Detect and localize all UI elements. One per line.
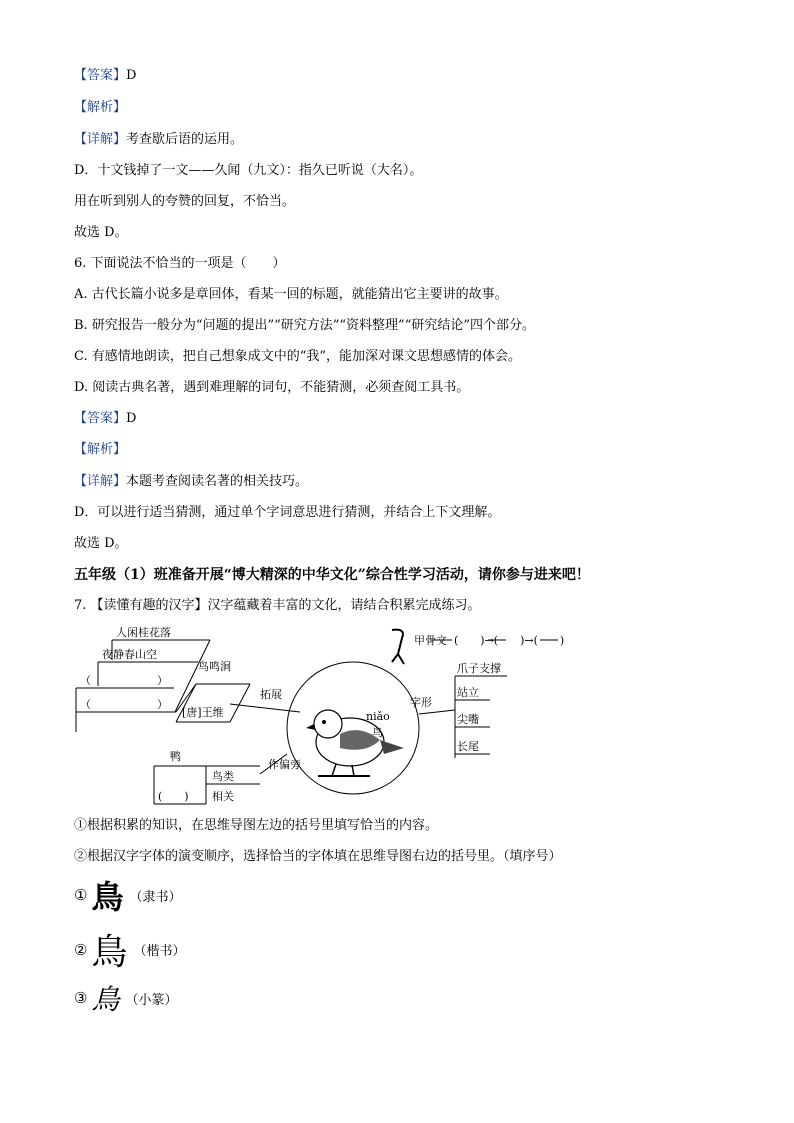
sub-question: ②根据汉字字体的演变顺序，选择恰当的字体填在思维导图右边的括号里。（填序号）: [74, 849, 562, 864]
branch-label: 字形: [410, 696, 432, 709]
answer-blank: （ ）: [80, 674, 168, 687]
answer-blank: （ ）: [80, 698, 168, 711]
glyph-label: （隶书）: [129, 889, 182, 905]
branch-item: 相关: [212, 790, 234, 803]
center-char: 鸟: [372, 726, 383, 739]
detail-line: [74, 474, 308, 490]
poem-line: 人闲桂花落: [116, 626, 171, 639]
branch-label: 作偏旁: [268, 758, 301, 771]
poem-title: 鸟鸣涧: [198, 660, 231, 673]
detail-tag: 【详解】: [74, 474, 127, 489]
conclusion-line: 故选 D。: [74, 225, 128, 240]
center-pinyin: niǎo: [366, 710, 390, 723]
option-c: C. 有感情地朗读，把自己想象成文中的“我”，能加深对课文思想感情的体会。: [74, 349, 522, 364]
answer-value: D: [126, 411, 137, 426]
question-stem: 6. 下面说法不恰当的一项是（ ）: [74, 256, 286, 271]
form-item: 长尾: [457, 740, 479, 753]
question-tag: 7. 【读懂有趣的汉字】: [74, 598, 208, 613]
answer-value: D: [126, 68, 137, 83]
detail-line: [74, 132, 243, 148]
branch-label: 拓展: [260, 688, 282, 701]
poem-author: [唐]王维: [182, 706, 224, 719]
section-heading: 五年级（1）班准备开展“博大精深的中华文化”综合性学习活动，请你参与进来吧！: [74, 567, 590, 583]
question-stem: [74, 598, 481, 614]
detail-text: 考查歇后语的运用。: [126, 132, 244, 147]
sub-question: ①根据积累的知识，在思维导图左边的括号里填写恰当的内容。: [74, 818, 439, 833]
poem-line: 夜静春山空: [102, 648, 157, 661]
glyph-char: 鳥: [91, 878, 124, 916]
analysis-tag: 【解析】: [74, 100, 127, 115]
form-item: 爪子支撑: [457, 662, 501, 675]
option-d: D. 阅读古典名著，遇到难理解的词句，不能猜测，必须查阅工具书。: [74, 380, 470, 395]
glyph-option: [74, 924, 185, 975]
answer-tag: 【答案】: [74, 411, 127, 426]
option-number: ③: [74, 989, 88, 1007]
question-text: 汉字蕴藏着丰富的文化，请结合积累完成练习。: [207, 598, 481, 613]
glyph-option: [74, 872, 181, 918]
oracle-bone-glyph: [392, 630, 404, 664]
glyph-char: 鳥: [91, 983, 120, 1016]
answer-line: [74, 68, 136, 84]
answer-blank: ( ): [158, 790, 189, 803]
mind-map: [70, 624, 630, 814]
conclusion-line: 故选 D。: [74, 536, 128, 551]
form-item: 尖嘴: [457, 713, 479, 726]
explanation-line: D．十文钱掉了一文——久闻（九文）：指久已听说（大名）。: [74, 163, 423, 178]
oracle-blanks: ( )→( )→( ): [454, 634, 565, 647]
explanation-line: 用在听到别人的夸赞的回复，不恰当。: [74, 194, 296, 209]
detail-tag: 【详解】: [74, 132, 127, 147]
answer-tag: 【答案】: [74, 68, 127, 83]
glyph-label: （楷书）: [133, 944, 186, 959]
option-a: A. 古代长篇小说多是章回体，看某一回的标题，就能猜出它主要讲的故事。: [74, 287, 508, 302]
option-b: B. 研究报告一般分为“问题的提出”“研究方法”“资料整理”“研究结论”四个部分。: [74, 318, 535, 333]
explanation-line: D．可以进行适当猜测，通过单个字词意思进行猜测，并结合上下文理解。: [74, 505, 501, 520]
detail-text: 本题考查阅读名著的相关技巧。: [126, 474, 309, 489]
oracle-label: 甲骨文: [414, 634, 447, 647]
glyph-label: （小篆）: [125, 992, 178, 1008]
branch-item: 鸟类: [212, 770, 234, 783]
option-number: ①: [74, 886, 88, 904]
option-number: ②: [74, 940, 88, 959]
glyph-option: [74, 978, 177, 1018]
glyph-char: 鳥: [91, 932, 128, 973]
form-item: 站立: [457, 686, 479, 699]
analysis-tag: 【解析】: [74, 442, 127, 457]
branch-item: 鸭: [170, 750, 181, 763]
answer-line: [74, 411, 136, 427]
